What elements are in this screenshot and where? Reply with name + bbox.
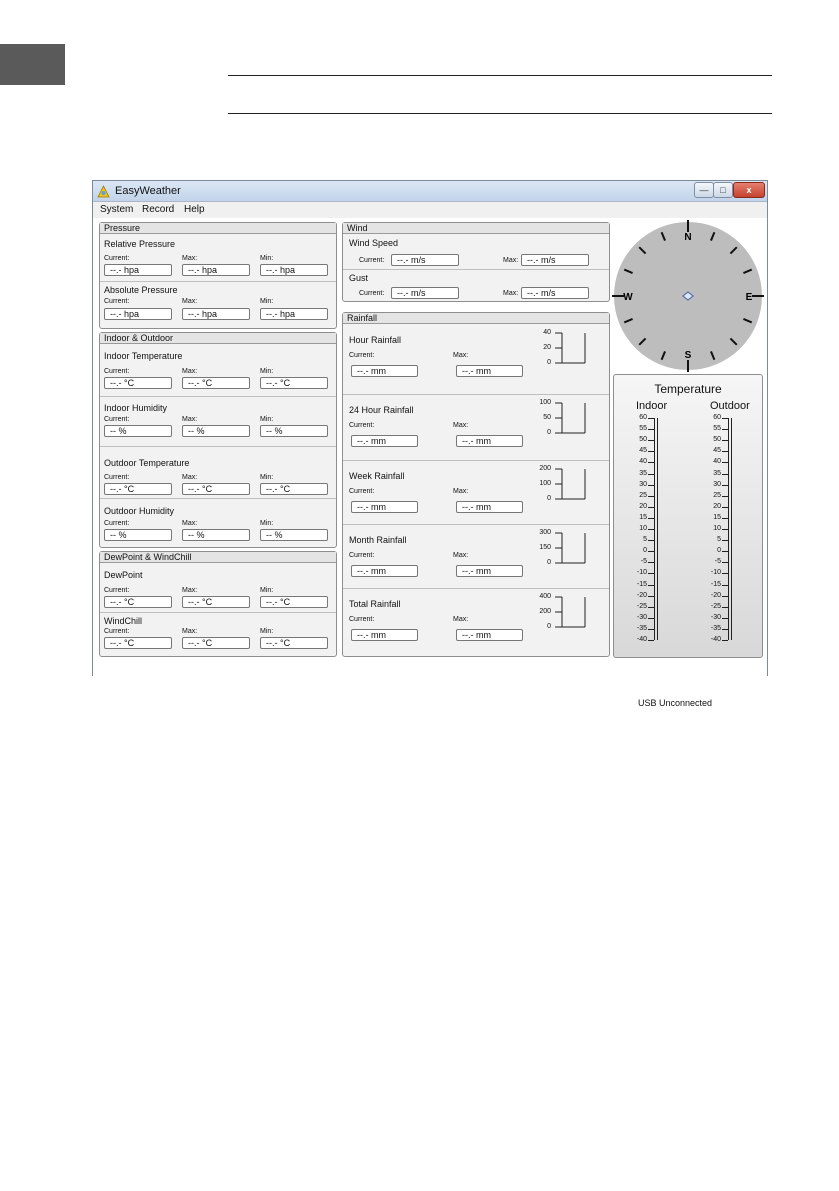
hour-rainfall-max-field[interactable]: --.- mm [456, 365, 523, 377]
wind-direction-compass [612, 220, 764, 372]
indoor-temperature-heading: Indoor Temperature [104, 351, 183, 361]
compass-east-label: E [745, 292, 753, 303]
menu-bar [93, 202, 767, 218]
temperature-tick-label: 5 [717, 536, 721, 544]
temperature-tick-mark [648, 640, 654, 641]
indoor-temperature-group [100, 345, 336, 396]
max-label: Max: [182, 416, 198, 423]
rain-scale-tick-label: 0 [547, 623, 551, 630]
current-label: Current: [349, 552, 375, 559]
indoor-temperature-current-field[interactable]: --.- °C [104, 377, 172, 389]
max-label: Max: [453, 352, 469, 359]
temperature-tick-label: 60 [639, 414, 647, 421]
temperature-tick-label: 45 [713, 447, 721, 455]
current-label: Current: [104, 520, 130, 527]
gust-group [343, 269, 609, 302]
max-label: Max: [182, 298, 198, 305]
temperature-tick-label: 15 [713, 513, 721, 521]
menu-record[interactable]: Record [142, 204, 175, 215]
dewpoint-group [100, 564, 336, 612]
total-rainfall-group [343, 588, 609, 657]
absolute-pressure-current-field[interactable]: --.- hpa [104, 308, 172, 320]
max-label: Max: [182, 368, 198, 375]
gust-max-field[interactable]: --.- m/s [521, 287, 589, 299]
wind-panel [342, 222, 610, 302]
temperature-tick-label: 5 [643, 536, 647, 544]
compass-south-label: S [684, 350, 692, 361]
current-label: Current: [104, 416, 130, 423]
absolute-pressure-min-field[interactable]: --.- hpa [260, 308, 328, 320]
header-rule-bottom [228, 113, 772, 114]
outdoor-gauge-label: Outdoor [710, 400, 750, 412]
max-label: Max: [453, 616, 469, 623]
rain-scale-tick-label: 200 [539, 465, 551, 472]
menu-help[interactable]: Help [184, 204, 205, 215]
windchill-min-field[interactable]: --.- °C [260, 637, 328, 649]
indoor-humidity-heading: Indoor Humidity [104, 403, 168, 413]
current-label: Current: [359, 290, 385, 297]
temperature-tick-label: 35 [639, 469, 647, 477]
easyweather-window [92, 180, 768, 708]
absolute-pressure-max-field[interactable]: --.- hpa [182, 308, 250, 320]
outdoor-temperature-min-field[interactable]: --.- °C [260, 483, 328, 495]
menu-system[interactable]: System [100, 204, 134, 215]
temperature-tick-label: 10 [713, 525, 721, 532]
min-label: Min: [260, 368, 274, 375]
title-bar[interactable] [93, 181, 767, 202]
max-label: Max: [182, 587, 198, 594]
rain-scale-tick-label: 50 [543, 414, 551, 421]
indoor-thermometer-tube [654, 418, 658, 640]
temperature-tick-label: -25 [636, 602, 647, 610]
temperature-tick-label: -40 [636, 636, 647, 643]
dewpoint-windchill-panel [99, 551, 337, 657]
outdoor-humidity-max-field[interactable]: -- % [182, 529, 250, 541]
outdoor-temperature-heading: Outdoor Temperature [104, 458, 190, 468]
wind-speed-heading: Wind Speed [349, 238, 399, 248]
rain-scale-tick-label: 400 [539, 593, 551, 600]
temperature-tick-label: -10 [710, 569, 721, 577]
outdoor-temperature-current-field[interactable]: --.- °C [104, 483, 172, 495]
total-rainfall-max-field[interactable]: --.- mm [456, 629, 523, 641]
temperature-tick-label: 30 [713, 480, 721, 488]
temperature-tick-label: 0 [643, 547, 647, 555]
outdoor-humidity-min-field[interactable]: -- % [260, 529, 328, 541]
wind-speed-max-field[interactable]: --.- m/s [521, 254, 589, 266]
current-label: Current: [104, 628, 130, 635]
rain-scale-tick-label: 150 [539, 544, 551, 551]
wind-speed-group [343, 235, 609, 269]
total-rainfall-current-field[interactable]: --.- mm [351, 629, 418, 641]
max-label: Max: [503, 290, 519, 297]
maximize-button[interactable]: □ [713, 182, 733, 198]
month-rainfall-group [343, 524, 609, 588]
temperature-tick-label: -40 [710, 636, 721, 643]
min-label: Min: [260, 628, 274, 635]
windchill-max-field[interactable]: --.- °C [182, 637, 250, 649]
dewpoint-windchill-panel-title: DewPoint & WindChill [100, 552, 336, 563]
current-label: Current: [359, 257, 385, 264]
indoor-humidity-current-field[interactable]: -- % [104, 425, 172, 437]
total-rainfall-heading: Total Rainfall [349, 599, 401, 609]
compass-west-label: W [623, 292, 633, 303]
24-hour-rainfall-max-field[interactable]: --.- mm [456, 435, 523, 447]
temperature-tick-label: 55 [639, 425, 647, 433]
min-label: Min: [260, 520, 274, 527]
current-label: Current: [104, 368, 130, 375]
temperature-tick-label: 25 [639, 491, 647, 499]
24-hour-rainfall-heading: 24 Hour Rainfall [349, 405, 414, 415]
temperature-tick-label: 10 [639, 525, 647, 532]
temperature-tick-label: -15 [710, 580, 721, 588]
temperature-tick-label: -35 [636, 624, 647, 632]
absolute-pressure-heading: Absolute Pressure [104, 285, 178, 295]
rain-scale-tick-label: 20 [543, 344, 551, 351]
close-button[interactable]: x [733, 182, 765, 198]
indoor-humidity-max-field[interactable]: -- % [182, 425, 250, 437]
temperature-tick-label: 55 [713, 425, 721, 433]
rainfall-bar-gauge [553, 467, 589, 501]
relative-pressure-heading: Relative Pressure [104, 239, 176, 249]
compass-north-label: N [684, 232, 692, 243]
min-label: Min: [260, 255, 274, 262]
dewpoint-max-field[interactable]: --.- °C [182, 596, 250, 608]
outdoor-humidity-current-field[interactable]: -- % [104, 529, 172, 541]
minimize-button[interactable]: — [694, 182, 714, 198]
rain-scale-tick-label: 200 [539, 608, 551, 615]
wind-panel-title: Wind [343, 223, 609, 234]
window-title: EasyWeather [115, 185, 181, 197]
temperature-tick-label: -15 [636, 580, 647, 588]
temperature-tick-label: 0 [717, 547, 721, 555]
rain-scale-tick-label: 0 [547, 559, 551, 566]
pressure-panel [99, 222, 337, 329]
page-side-tab [0, 44, 65, 85]
month-rainfall-max-field[interactable]: --.- mm [456, 565, 523, 577]
hour-rainfall-group [343, 325, 609, 394]
relative-pressure-group [100, 235, 336, 281]
temperature-tick-label: -5 [714, 558, 721, 566]
current-label: Current: [104, 298, 130, 305]
rain-scale-tick-label: 40 [543, 329, 551, 336]
absolute-pressure-group [100, 281, 336, 329]
relative-pressure-max-field[interactable]: --.- hpa [182, 264, 250, 276]
month-rainfall-heading: Month Rainfall [349, 535, 407, 545]
rain-scale-tick-label: 0 [547, 359, 551, 366]
temperature-tick-label: 30 [639, 480, 647, 488]
max-label: Max: [453, 422, 469, 429]
rainfall-panel-title: Rainfall [343, 313, 609, 324]
rainfall-panel [342, 312, 610, 657]
min-label: Min: [260, 416, 274, 423]
max-label: Max: [182, 520, 198, 527]
outdoor-temperature-max-field[interactable]: --.- °C [182, 483, 250, 495]
temperature-tick-label: 25 [713, 491, 721, 499]
temperature-tick-label: 40 [713, 458, 721, 466]
rainfall-bar-gauge [553, 595, 589, 629]
temperature-tick-label: 45 [639, 447, 647, 455]
24-hour-rainfall-group [343, 394, 609, 460]
max-label: Max: [453, 488, 469, 495]
indoor-outdoor-panel [99, 332, 337, 548]
current-label: Current: [349, 488, 375, 495]
max-label: Max: [453, 552, 469, 559]
min-label: Min: [260, 298, 274, 305]
temperature-tick-label: -35 [710, 624, 721, 632]
outdoor-temperature-group [100, 446, 336, 498]
windchill-group [100, 612, 336, 657]
temperature-tick-label: -30 [636, 613, 647, 621]
relative-pressure-current-field[interactable]: --.- hpa [104, 264, 172, 276]
wind-speed-current-field[interactable]: --.- m/s [391, 254, 459, 266]
rain-scale-tick-label: 100 [539, 399, 551, 406]
temperature-gauge-title: Temperature [654, 382, 722, 396]
outdoor-humidity-heading: Outdoor Humidity [104, 506, 175, 516]
header-rule-top [228, 75, 772, 76]
usb-status-text: USB Unconnected [638, 698, 713, 708]
outdoor-thermometer-tube [728, 418, 732, 640]
temperature-tick-label: -25 [710, 602, 721, 610]
current-label: Current: [104, 255, 130, 262]
windchill-heading: WindChill [104, 616, 143, 626]
temperature-tick-label: 50 [639, 436, 647, 444]
temperature-tick-label: 60 [713, 414, 721, 421]
week-rainfall-heading: Week Rainfall [349, 471, 405, 481]
rain-scale-tick-label: 100 [539, 480, 551, 487]
current-label: Current: [349, 422, 375, 429]
rain-scale-tick-label: 0 [547, 429, 551, 436]
max-label: Max: [182, 474, 198, 481]
outdoor-humidity-group [100, 498, 336, 548]
week-rainfall-max-field[interactable]: --.- mm [456, 501, 523, 513]
indoor-gauge-label: Indoor [636, 400, 668, 412]
dewpoint-min-field[interactable]: --.- °C [260, 596, 328, 608]
gust-current-field[interactable]: --.- m/s [391, 287, 459, 299]
hour-rainfall-heading: Hour Rainfall [349, 335, 402, 345]
dewpoint-current-field[interactable]: --.- °C [104, 596, 172, 608]
temperature-tick-label: -5 [640, 558, 647, 566]
temperature-tick-label: 35 [713, 469, 721, 477]
temperature-tick-label: 20 [713, 502, 721, 510]
relative-pressure-min-field[interactable]: --.- hpa [260, 264, 328, 276]
indoor-humidity-min-field[interactable]: -- % [260, 425, 328, 437]
hour-rainfall-current-field[interactable]: --.- mm [351, 365, 418, 377]
indoor-humidity-group [100, 396, 336, 446]
rain-scale-tick-label: 0 [547, 495, 551, 502]
main-content [93, 218, 767, 708]
max-label: Max: [182, 628, 198, 635]
month-rainfall-current-field[interactable]: --.- mm [351, 565, 418, 577]
temperature-tick-label: -30 [710, 613, 721, 621]
windchill-current-field[interactable]: --.- °C [104, 637, 172, 649]
temperature-tick-label: -10 [636, 569, 647, 577]
rainfall-bar-gauge [553, 401, 589, 435]
indoor-temperature-min-field[interactable]: --.- °C [260, 377, 328, 389]
max-label: Max: [503, 257, 519, 264]
current-label: Current: [349, 616, 375, 623]
gust-heading: Gust [349, 273, 369, 283]
temperature-tick-label: 40 [639, 458, 647, 466]
rainfall-bar-gauge [553, 531, 589, 565]
temperature-tick-label: 15 [639, 513, 647, 521]
current-label: Current: [349, 352, 375, 359]
current-label: Current: [104, 474, 130, 481]
week-rainfall-group [343, 460, 609, 524]
temperature-tick-label: -20 [636, 591, 647, 599]
temperature-tick-mark [722, 640, 728, 641]
max-label: Max: [182, 255, 198, 262]
min-label: Min: [260, 587, 274, 594]
temperature-tick-label: 20 [639, 502, 647, 510]
week-rainfall-current-field[interactable]: --.- mm [351, 501, 418, 513]
temperature-tick-label: -20 [710, 591, 721, 599]
rain-scale-tick-label: 300 [539, 529, 551, 536]
temperature-tick-label: 50 [713, 436, 721, 444]
min-label: Min: [260, 474, 274, 481]
pressure-panel-title: Pressure [100, 223, 336, 234]
weather-app-icon [97, 185, 110, 198]
indoor-outdoor-panel-title: Indoor & Outdoor [100, 333, 336, 344]
indoor-temperature-max-field[interactable]: --.- °C [182, 377, 250, 389]
dewpoint-heading: DewPoint [104, 570, 143, 580]
rainfall-bar-gauge [553, 331, 589, 365]
24-hour-rainfall-current-field[interactable]: --.- mm [351, 435, 418, 447]
temperature-gauge-panel [613, 374, 763, 658]
current-label: Current: [104, 587, 130, 594]
